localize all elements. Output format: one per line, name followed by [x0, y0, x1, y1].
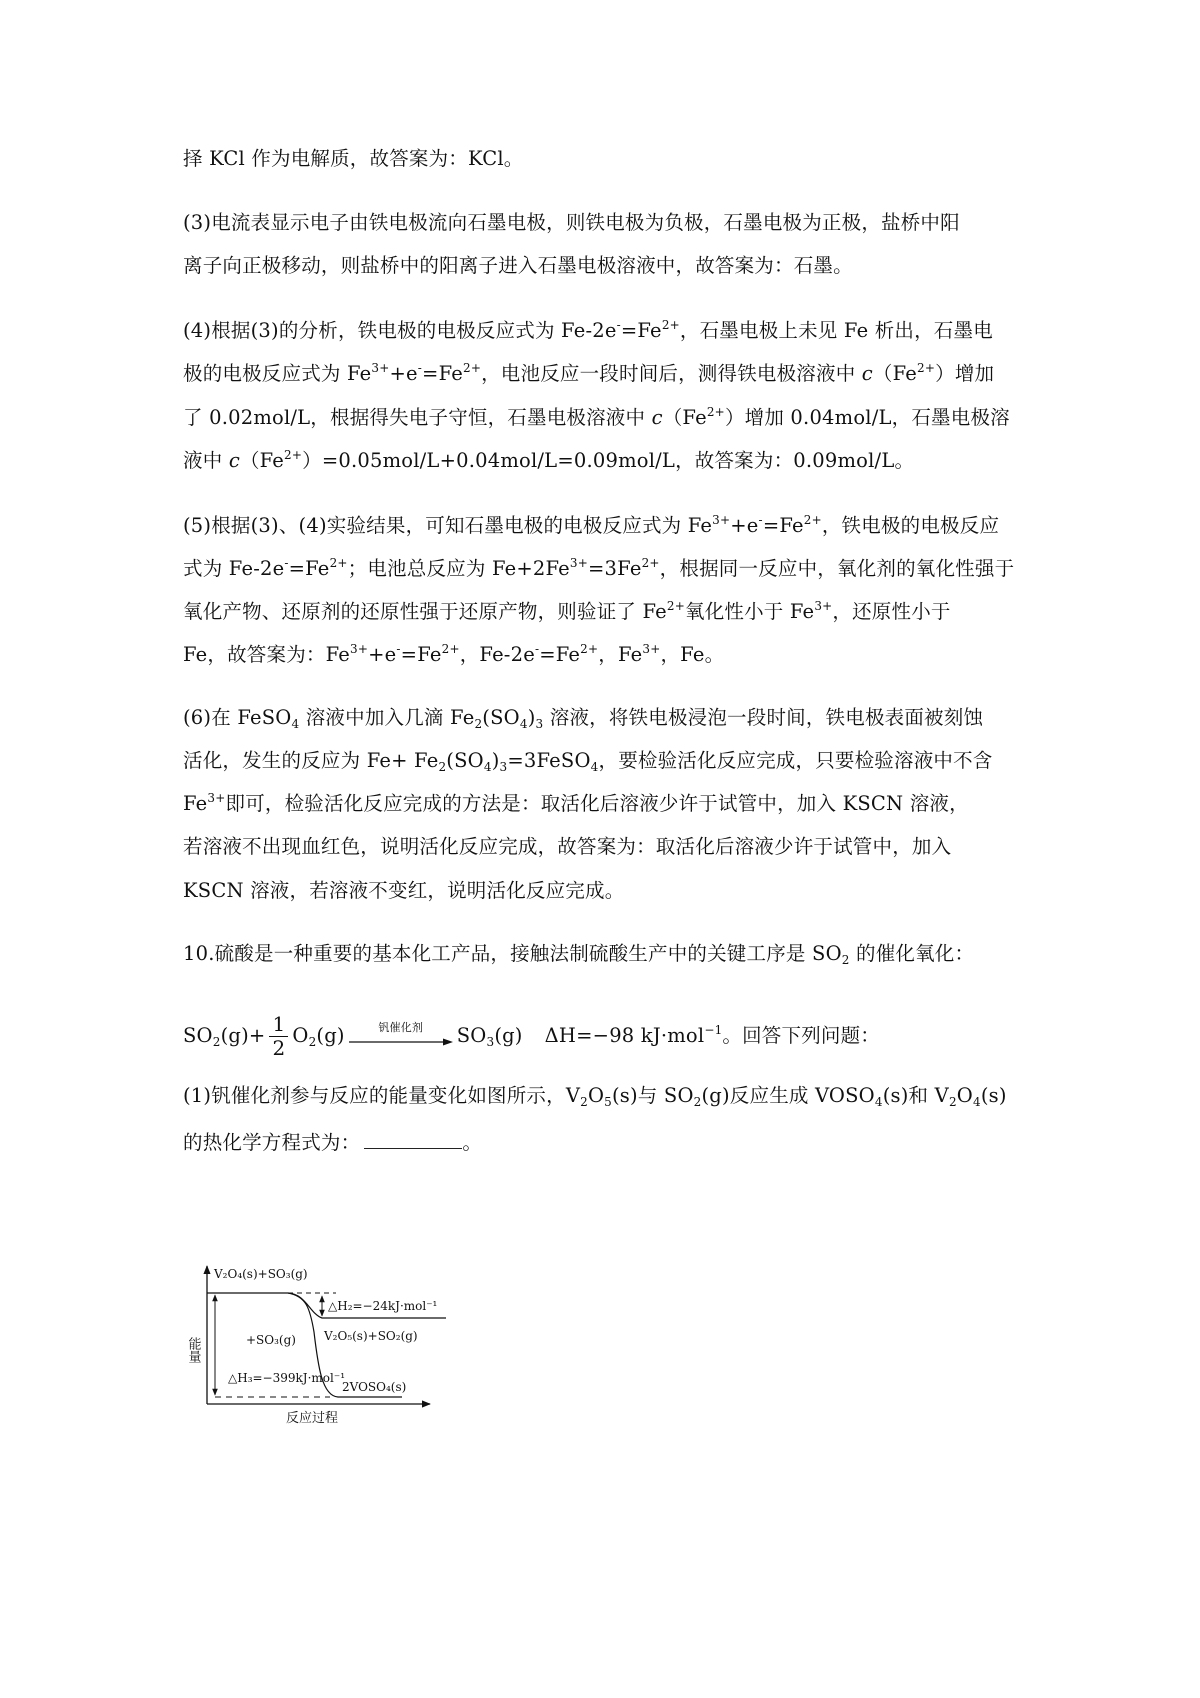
so3-label: +SO₃(g) [246, 1333, 296, 1347]
eq-product: $SO_3(g)$ [456, 1024, 523, 1049]
eq-reactant: $SO_2(g)+$ [183, 1024, 266, 1049]
question-1-line-2: 的热化学方程式为： 。 [183, 1131, 483, 1154]
answer-blank[interactable] [364, 1130, 462, 1149]
text-line-10: 氧化产物、还原剂的还原性强于还原产物，则验证了 $Fe^{2+}$氧化性小于 $Fe^{3+}$，还原性小于 [183, 599, 951, 623]
text-line-12: (6)在 FeSO$_4$ 溶液中加入几滴 $Fe_2(SO_4)_3$ 溶液，将铁电极浸泡一段时间，铁电极表面被刻蚀 [183, 706, 984, 731]
dh2-label: △H₂=−24kJ·mol⁻¹ [328, 1299, 438, 1313]
text-line-6: 了 0.02mol/L，根据得失电子守恒，石墨电极溶液中 $c(Fe^{2+})$增加 0.04mol/L，石墨电极溶 [183, 405, 1010, 429]
text-line-17: 10.硫酸是一种重要的基本化工产品，接触法制硫酸生产中的关键工序是 $SO_2$ 的催化氧化： [183, 942, 975, 967]
eq-oxygen: $O_2(g)$ [292, 1024, 345, 1049]
bottom-level-label: 2VOSO₄(s) [342, 1380, 407, 1394]
text-line-2: (3)电流表显示电子由铁电极流向石墨电极，则铁电极为负极，石墨电极为正极，盐桥中阳 [183, 211, 960, 234]
text-line-4: (4)根据(3)的分析，铁电极的电极反应式为 $Fe-2e^-=Fe^{2+}$，石墨电极上未见 Fe 析出，石墨电 [183, 318, 993, 342]
text-line-1: 择 KCl 作为电解质，故答案为：KCl。 [183, 147, 524, 170]
text-line-14: $Fe^{3+}$即可，检验活化反应完成的方法是：取活化后溶液少许于试管中，加入 KSCN 溶液， [183, 791, 969, 815]
eq-tail: 。回答下列问题： [722, 1024, 881, 1047]
y-axis-label: 能量 [185, 1337, 201, 1363]
text-line-16: KSCN 溶液，若溶液不变红，说明活化反应完成。 [183, 879, 625, 902]
eq-enthalpy: ΔH=−98 kJ·mol$^{-1}$ [544, 1023, 723, 1047]
half-fraction: $\frac{1}{2}$ [269, 1013, 288, 1060]
text-line-9: 式为 $Fe-2e^-=Fe^{2+}$；电池总反应为 $Fe+2Fe^{3+}=3Fe^{2+}$，根据同一反应中，氧化剂的氧化性强于 [183, 556, 1015, 580]
text-line-5: 极的电极反应式为 $Fe^{3+}+e^-=Fe^{2+}$，电池反应一段时间后，测得铁电极溶液中 $c(Fe^{2+})$增加 [183, 361, 995, 385]
text-line-3: 离子向正极移动，则盐桥中的阳离子进入石墨电极溶液中，故答案为：石墨。 [183, 254, 853, 277]
reaction-arrow [347, 1020, 455, 1050]
text-line-7: 液中 $c(Fe^{2+})=0.05mol/L+0.04mol/L=0.09mol/L$，故答案为：0.09mol/L。 [183, 448, 915, 472]
catalyst-condition: 钒催化剂 [378, 1020, 424, 1034]
equation-line [183, 1013, 880, 1060]
text-line-15: 若溶液不出现血红色，说明活化反应完成，故答案为：取活化后溶液少许于试管中，加入 [183, 835, 952, 858]
mid-level-label: V₂O₅(s)+SO₂(g) [324, 1329, 418, 1343]
text-line-13: 活化，发生的反应为 $Fe+ Fe_2(SO_4)_3=3FeSO_4$，要检验活化反应完成，只要检验溶液中不含 [183, 749, 993, 774]
text-line-11: Fe，故答案为：$Fe^{3+}+e^-=Fe^{2+}$，$Fe-2e^-=Fe^{2+}$，$Fe^{3+}$，Fe。 [183, 642, 725, 666]
text-line-8: (5)根据(3)、(4)实验结果，可知石墨电极的电极反应式为 $Fe^{3+}+e^-=Fe^{2+}$，铁电极的电极反应 [183, 513, 1000, 537]
energy-diagram [185, 1262, 490, 1426]
dh3-label: △H₃=−399kJ·mol⁻¹ [228, 1371, 345, 1385]
top-level-label: V₂O₄(s)+SO₃(g) [214, 1267, 308, 1281]
question-1-line-1: (1)钒催化剂参与反应的能量变化如图所示，$V_2O_5(s)$与 $SO_2(g)$反应生成 $VOSO_4(s)$和 $V_2O_4(s)$ [183, 1084, 1007, 1109]
x-axis-label: 反应过程 [286, 1411, 339, 1426]
